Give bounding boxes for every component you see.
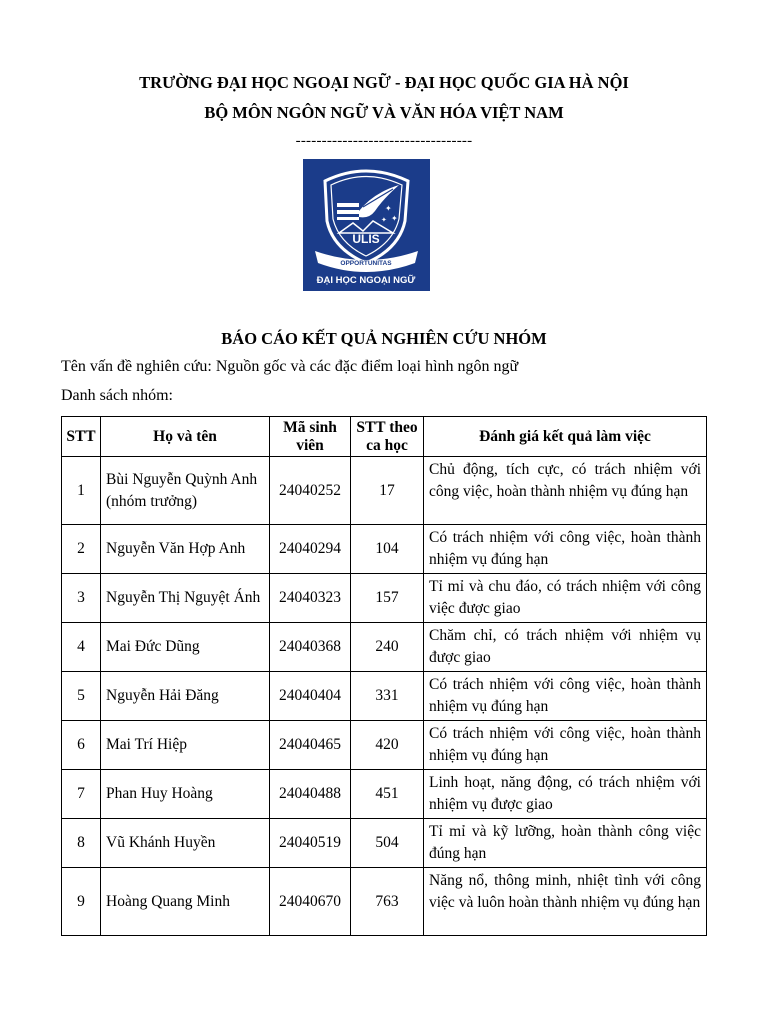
table-row	[62, 525, 707, 574]
row-stt: 1	[62, 457, 101, 525]
row-stt: 8	[62, 819, 101, 868]
row-stt: 7	[62, 770, 101, 819]
department-name: BỘ MÔN NGÔN NGỮ VÀ VĂN HÓA VIỆT NAM	[204, 103, 564, 122]
university-logo	[303, 159, 430, 291]
table-row	[62, 770, 707, 819]
row-student-id: 24040252	[270, 457, 351, 525]
row-class-order: 240	[351, 623, 424, 672]
row-student-id: 24040368	[270, 623, 351, 672]
header-name: Họ và tên	[101, 417, 270, 457]
table-row	[62, 574, 707, 623]
row-evaluation: Chủ động, tích cực, có trách nhiệm với công việc, hoàn thành nhiệm vụ đúng hạn	[424, 457, 707, 525]
row-name: Hoàng Quang Minh	[101, 868, 270, 936]
row-evaluation: Có trách nhiệm với công việc, hoàn thành nhiệm vụ đúng hạn	[424, 672, 707, 721]
row-name: Phan Huy Hoàng	[101, 770, 270, 819]
table-row	[62, 868, 707, 936]
svg-text:✦: ✦	[385, 204, 392, 213]
row-evaluation: Tỉ mỉ và kỹ lưỡng, hoàn thành công việc đúng hạn	[424, 819, 707, 868]
header-class-order: STT theo ca học	[351, 417, 424, 457]
row-name: Bùi Nguyễn Quỳnh Anh (nhóm trưởng)	[101, 457, 270, 525]
row-evaluation: Có trách nhiệm với công việc, hoàn thành nhiệm vụ đúng hạn	[424, 525, 707, 574]
row-stt: 4	[62, 623, 101, 672]
logo-caption: ĐẠI HỌC NGOẠI NGỮ	[316, 275, 416, 286]
table-row	[62, 672, 707, 721]
table-row	[62, 623, 707, 672]
row-class-order: 763	[351, 868, 424, 936]
logo-name: ULIS	[352, 232, 380, 246]
row-class-order: 104	[351, 525, 424, 574]
university-name: TRƯỜNG ĐẠI HỌC NGOẠI NGỮ - ĐẠI HỌC QUỐC GIA HÀ NỘI	[139, 73, 629, 92]
row-student-id: 24040404	[270, 672, 351, 721]
row-name: Nguyễn Văn Hợp Anh	[101, 525, 270, 574]
row-name: Mai Đức Dũng	[101, 623, 270, 672]
row-student-id: 24040519	[270, 819, 351, 868]
table-row	[62, 819, 707, 868]
row-student-id: 24040670	[270, 868, 351, 936]
table-row	[62, 457, 707, 525]
report-title: BÁO CÁO KẾT QUẢ NGHIÊN CỨU NHÓM	[221, 329, 547, 348]
row-student-id: 24040323	[270, 574, 351, 623]
row-class-order: 504	[351, 819, 424, 868]
row-student-id: 24040465	[270, 721, 351, 770]
table-row	[62, 721, 707, 770]
row-class-order: 331	[351, 672, 424, 721]
group-list-label: Danh sách nhóm:	[61, 387, 173, 404]
row-class-order: 17	[351, 457, 424, 525]
row-student-id: 24040294	[270, 525, 351, 574]
row-name: Nguyễn Hải Đăng	[101, 672, 270, 721]
header-separator: ----------------------------------	[295, 133, 473, 149]
row-name: Mai Trí Hiệp	[101, 721, 270, 770]
row-stt: 6	[62, 721, 101, 770]
row-class-order: 451	[351, 770, 424, 819]
row-evaluation: Tỉ mỉ và chu đáo, có trách nhiệm với công việc được giao	[424, 574, 707, 623]
row-evaluation: Chăm chỉ, có trách nhiệm với nhiệm vụ được giao	[424, 623, 707, 672]
header-evaluation: Đánh giá kết quả làm việc	[424, 417, 707, 457]
research-topic: Tên vấn đề nghiên cứu: Nguồn gốc và các đặc điểm loại hình ngôn ngữ	[61, 358, 519, 375]
row-name: Vũ Khánh Huyền	[101, 819, 270, 868]
row-stt: 9	[62, 868, 101, 936]
header-student-id: Mã sinh viên	[270, 417, 351, 457]
row-class-order: 157	[351, 574, 424, 623]
logo-motto: OPPORTUNITAS	[340, 260, 392, 267]
row-class-order: 420	[351, 721, 424, 770]
svg-text:✦: ✦	[391, 214, 398, 223]
row-evaluation: Năng nổ, thông minh, nhiệt tình với công việc và luôn hoàn thành nhiệm vụ đúng hạn	[424, 868, 707, 936]
row-stt: 3	[62, 574, 101, 623]
row-evaluation: Có trách nhiệm với công việc, hoàn thành nhiệm vụ đúng hạn	[424, 721, 707, 770]
svg-text:✦: ✦	[381, 216, 387, 224]
group-members-table	[61, 416, 707, 936]
row-stt: 5	[62, 672, 101, 721]
row-name: Nguyễn Thị Nguyệt Ánh	[101, 574, 270, 623]
row-student-id: 24040488	[270, 770, 351, 819]
row-stt: 2	[62, 525, 101, 574]
header-stt: STT	[62, 417, 101, 457]
row-evaluation: Linh hoạt, năng động, có trách nhiệm với nhiệm vụ được giao	[424, 770, 707, 819]
table-header-row	[62, 417, 707, 457]
